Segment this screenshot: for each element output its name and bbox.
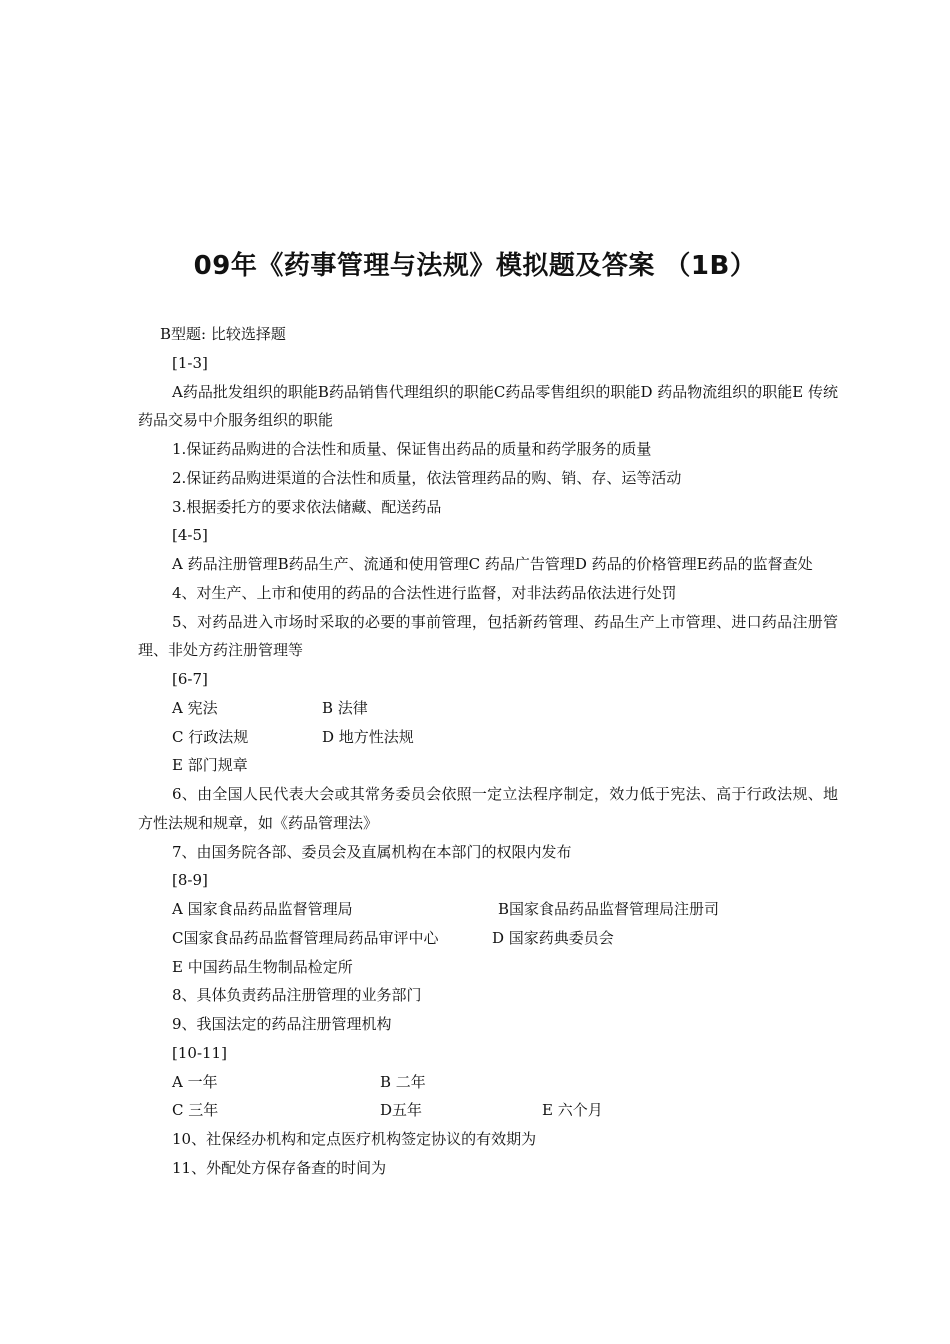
question: 11、外配处方保存备查的时间为 bbox=[172, 1158, 387, 1177]
group-range: [6-7] bbox=[172, 670, 208, 688]
question: 2.保证药品购进渠道的合法性和质量，依法管理药品的购、销、存、运等活动 bbox=[172, 468, 682, 487]
option: B 法律 bbox=[322, 698, 368, 717]
question: 1.保证药品购进的合法性和质量、保证售出药品的质量和药学服务的质量 bbox=[172, 440, 652, 458]
question: 4、对生产、上市和使用的药品的合法性进行监督，对非法药品依法进行处罚 bbox=[172, 583, 677, 602]
option-row bbox=[138, 1096, 838, 1125]
group-options-text: A药品批发组织的职能B药品销售代理组织的职能C药品零售组织的职能D 药品物流组织的职能E 传统药品交易中介服务组织的职能 bbox=[138, 382, 838, 430]
option: C 行政法规 bbox=[172, 727, 249, 746]
option-row bbox=[138, 953, 838, 982]
group-options-text: A 药品注册管理B药品生产、流通和使用管理C 药品广告管理D 药品的价格管理E药品的监督查处 bbox=[172, 555, 813, 573]
question: 7、由国务院各部、委员会及直属机构在本部门的权限内发布 bbox=[172, 842, 572, 861]
option: A 国家食品药品监督管理局 bbox=[172, 900, 353, 918]
option: E 六个月 bbox=[542, 1101, 603, 1120]
option: D五年 bbox=[380, 1101, 423, 1120]
option: C国家食品药品监督管理局药品审评中心 bbox=[172, 928, 439, 947]
option: A 宪法 bbox=[172, 698, 218, 717]
group-range: [10-11] bbox=[172, 1043, 227, 1062]
group-range: [4-5] bbox=[172, 526, 208, 545]
question: 9、我国法定的药品注册管理机构 bbox=[172, 1015, 392, 1033]
option-row bbox=[138, 924, 838, 953]
option: C 三年 bbox=[172, 1101, 219, 1120]
document-body bbox=[138, 320, 838, 1183]
option-row bbox=[138, 1068, 838, 1097]
option: D 国家药典委员会 bbox=[492, 928, 614, 947]
section-heading: B型题: 比较选择题 bbox=[160, 325, 286, 343]
option-row bbox=[138, 895, 838, 924]
option-row bbox=[138, 723, 838, 752]
option: B国家食品药品监督管理局注册司 bbox=[498, 900, 720, 918]
option: E 部门规章 bbox=[172, 756, 248, 775]
option-row bbox=[138, 751, 838, 780]
option: E 中国药品生物制品检定所 bbox=[172, 957, 353, 976]
question: 5、对药品进入市场时采取的必要的事前管理，包括新药管理、药品生产上市管理、进口药品注册管理、非处方药注册管理等 bbox=[138, 612, 838, 660]
question: 8、具体负责药品注册管理的业务部门 bbox=[172, 986, 422, 1005]
option: D 地方性法规 bbox=[322, 727, 414, 746]
option: A 一年 bbox=[172, 1072, 218, 1091]
option: B 二年 bbox=[380, 1072, 426, 1091]
document-title: 09年《药事管理与法规》模拟题及答案 （1B） bbox=[193, 251, 757, 281]
group-range: [8-9] bbox=[172, 871, 208, 890]
group-range: [1-3] bbox=[172, 353, 208, 372]
option-row bbox=[138, 694, 838, 723]
question: 10、社保经办机构和定点医疗机构签定协议的有效期为 bbox=[172, 1130, 537, 1148]
question: 3.根据委托方的要求依法储藏、配送药品 bbox=[172, 497, 442, 516]
question: 6、由全国人民代表大会或其常务委员会依照一定立法程序制定，效力低于宪法、高于行政法规、地方性法规和规章，如《药品管理法》 bbox=[138, 785, 838, 832]
